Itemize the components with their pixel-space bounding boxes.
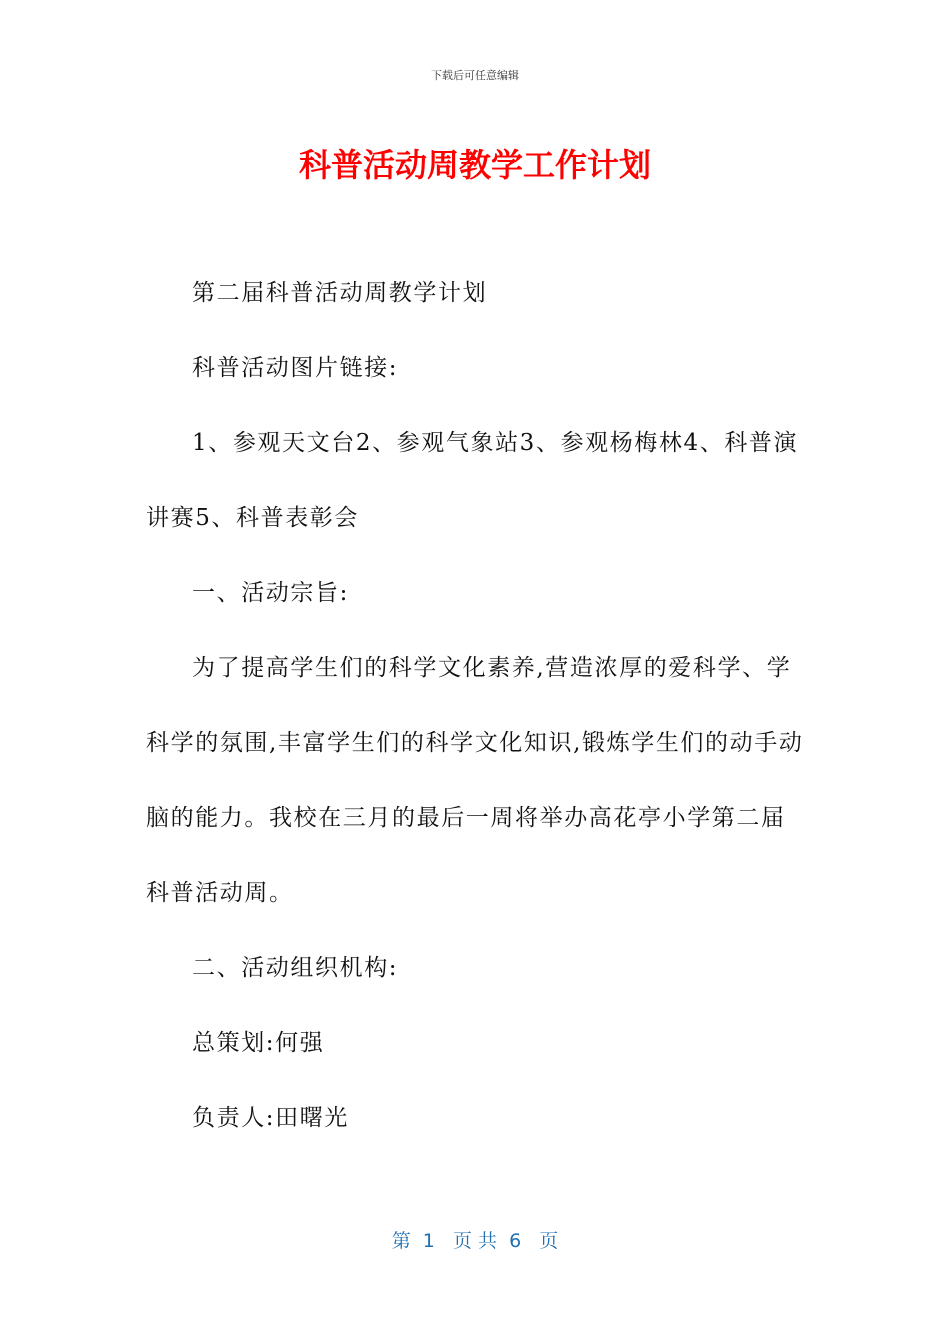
section-heading-organization: 二、活动组织机构: (192, 955, 399, 981)
page-number-footer: 第 1 页 共 6 页 (391, 1230, 559, 1252)
document-body (146, 256, 806, 1156)
paragraph-activity-list: 1、参观天文台2、参观气象站3、参观杨梅林4、科普演讲赛5、科普表彰会 (146, 430, 799, 531)
header-note: 下载后可任意编辑 (431, 69, 519, 82)
paragraph-planner: 总策划:何强 (192, 1030, 325, 1056)
paragraph-image-links: 科普活动图片链接: (192, 355, 399, 381)
paragraph-purpose: 为了提高学生们的科学文化素养,营造浓厚的爱科学、学科学的氛围,丰富学生们的科学文化知识,锻炼学生们的动手动脑的能力。我校在三月的最后一周将举办高花亭小学第二届科普活动周。 (146, 655, 804, 906)
paragraph-subtitle: 第二届科普活动周教学计划 (192, 280, 488, 306)
paragraph-person-in-charge: 负责人:田曙光 (192, 1105, 349, 1131)
section-heading-purpose: 一、活动宗旨: (192, 580, 349, 606)
document-title: 科普活动周教学工作计划 (298, 146, 651, 184)
